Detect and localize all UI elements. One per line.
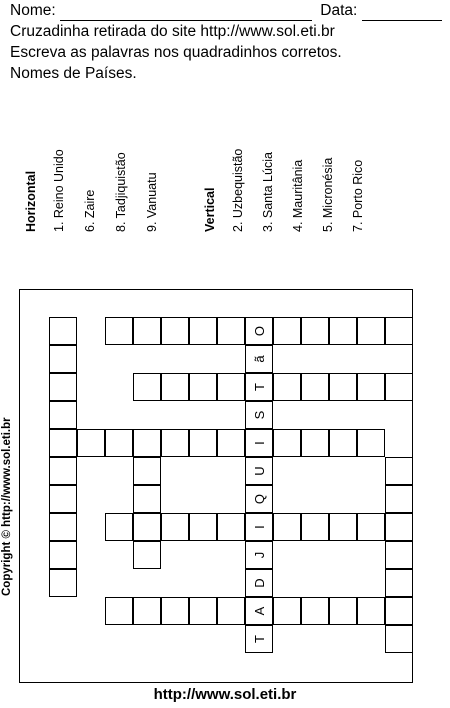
grid-cell[interactable] — [385, 597, 413, 625]
data-field[interactable] — [362, 6, 442, 21]
grid-cell[interactable] — [301, 513, 329, 541]
grid-letter: ã — [251, 355, 267, 363]
grid-cell[interactable] — [385, 513, 413, 541]
grid-cell[interactable] — [385, 485, 413, 513]
grid-cell[interactable] — [217, 597, 245, 625]
grid-cell[interactable] — [161, 429, 189, 457]
grid-cell[interactable] — [329, 373, 357, 401]
grid-cell[interactable] — [133, 541, 161, 569]
grid-cell[interactable] — [357, 373, 385, 401]
source-line: Cruzadinha retirada do site http://www.sol.eti.br — [10, 23, 335, 40]
grid-cell[interactable] — [385, 457, 413, 485]
horizontal-clue: 9. Vanuatu — [145, 172, 159, 232]
grid-cell[interactable] — [385, 317, 413, 345]
grid-cell[interactable] — [301, 429, 329, 457]
grid-letter: D — [251, 578, 267, 588]
vertical-clue: 4. Mauritânia — [291, 159, 305, 232]
vertical-title: Vertical — [203, 187, 217, 232]
grid-cell[interactable] — [49, 429, 77, 457]
grid-letter: U — [251, 466, 267, 476]
grid-letter: I — [251, 441, 267, 445]
instruction-line: Escreva as palavras nos quadradinhos corretos. — [10, 44, 342, 61]
grid-letter: I — [251, 525, 267, 529]
grid-cell[interactable] — [385, 625, 413, 653]
grid-cell[interactable] — [49, 345, 77, 373]
copyright-text: Copyright © http://www.sol.eti.br — [1, 417, 13, 596]
grid-cell[interactable] — [217, 513, 245, 541]
horizontal-clue: 1. Reino Unido — [52, 149, 66, 232]
nome-label: Nome: — [10, 2, 56, 19]
grid-cell[interactable] — [49, 541, 77, 569]
grid-cell[interactable] — [357, 597, 385, 625]
grid-cell[interactable] — [161, 597, 189, 625]
grid-cell[interactable] — [105, 597, 133, 625]
grid-cell[interactable] — [273, 373, 301, 401]
grid-cell[interactable] — [385, 373, 413, 401]
grid-cell[interactable] — [217, 317, 245, 345]
horizontal-clue: 6. Zaire — [83, 189, 97, 232]
grid-letter: O — [251, 325, 267, 337]
grid-cell[interactable] — [273, 513, 301, 541]
grid-cell[interactable] — [217, 429, 245, 457]
nome-field[interactable] — [60, 6, 312, 21]
grid-cell[interactable] — [49, 569, 77, 597]
grid-cell[interactable] — [329, 317, 357, 345]
grid-letter: Q — [251, 493, 267, 505]
grid-cell[interactable] — [273, 597, 301, 625]
grid-cell[interactable] — [385, 569, 413, 597]
data-label: Data: — [320, 2, 358, 19]
grid-cell[interactable] — [189, 429, 217, 457]
grid-cell[interactable] — [189, 597, 217, 625]
vertical-clue: 5. Micronésia — [321, 157, 335, 232]
vertical-clue: 7. Porto Rico — [351, 159, 365, 232]
vertical-clue: 2. Uzbequistão — [231, 148, 245, 232]
grid-cell[interactable] — [133, 317, 161, 345]
grid-letter: T — [251, 383, 267, 391]
grid-cell[interactable] — [385, 541, 413, 569]
grid-cell[interactable] — [301, 597, 329, 625]
grid-cell[interactable] — [329, 513, 357, 541]
theme-line: Nomes de Países. — [10, 65, 137, 82]
grid-cell[interactable] — [49, 457, 77, 485]
grid-cell[interactable] — [273, 317, 301, 345]
grid-cell[interactable] — [133, 597, 161, 625]
grid-cell[interactable] — [217, 373, 245, 401]
grid-cell[interactable] — [329, 429, 357, 457]
grid-letter: S — [251, 410, 267, 420]
grid-cell[interactable] — [357, 513, 385, 541]
grid-cell[interactable] — [161, 317, 189, 345]
grid-cell[interactable] — [49, 317, 77, 345]
grid-cell[interactable] — [357, 429, 385, 457]
grid-cell[interactable] — [105, 429, 133, 457]
grid-cell[interactable] — [133, 373, 161, 401]
grid-cell[interactable] — [161, 513, 189, 541]
horizontal-title: Horizontal — [24, 170, 38, 232]
footer-url[interactable]: http://www.sol.eti.br — [153, 686, 297, 703]
grid-cell[interactable] — [189, 373, 217, 401]
grid-cell[interactable] — [301, 373, 329, 401]
grid-letter: A — [251, 606, 267, 616]
grid-cell[interactable] — [357, 317, 385, 345]
grid-letter: T — [251, 635, 267, 643]
grid-cell[interactable] — [301, 317, 329, 345]
vertical-clue: 3. Santa Lúcia — [261, 152, 275, 232]
grid-cell[interactable] — [133, 429, 161, 457]
grid-cell[interactable] — [49, 485, 77, 513]
horizontal-clue: 8. Tadjiquistão — [114, 152, 128, 232]
grid-cell[interactable] — [161, 373, 189, 401]
grid-cell[interactable] — [133, 485, 161, 513]
grid-cell[interactable] — [133, 457, 161, 485]
grid-cell[interactable] — [329, 597, 357, 625]
grid-cell[interactable] — [105, 513, 133, 541]
grid-cell[interactable] — [133, 513, 161, 541]
grid-cell[interactable] — [49, 401, 77, 429]
grid-cell[interactable] — [49, 373, 77, 401]
grid-cell[interactable] — [189, 513, 217, 541]
grid-cell[interactable] — [273, 429, 301, 457]
name-date-line — [10, 1, 442, 21]
grid-cell[interactable] — [105, 317, 133, 345]
grid-cell[interactable] — [189, 317, 217, 345]
grid-cell[interactable] — [49, 513, 77, 541]
grid-cell[interactable] — [77, 429, 105, 457]
grid-letter: J — [251, 551, 267, 559]
